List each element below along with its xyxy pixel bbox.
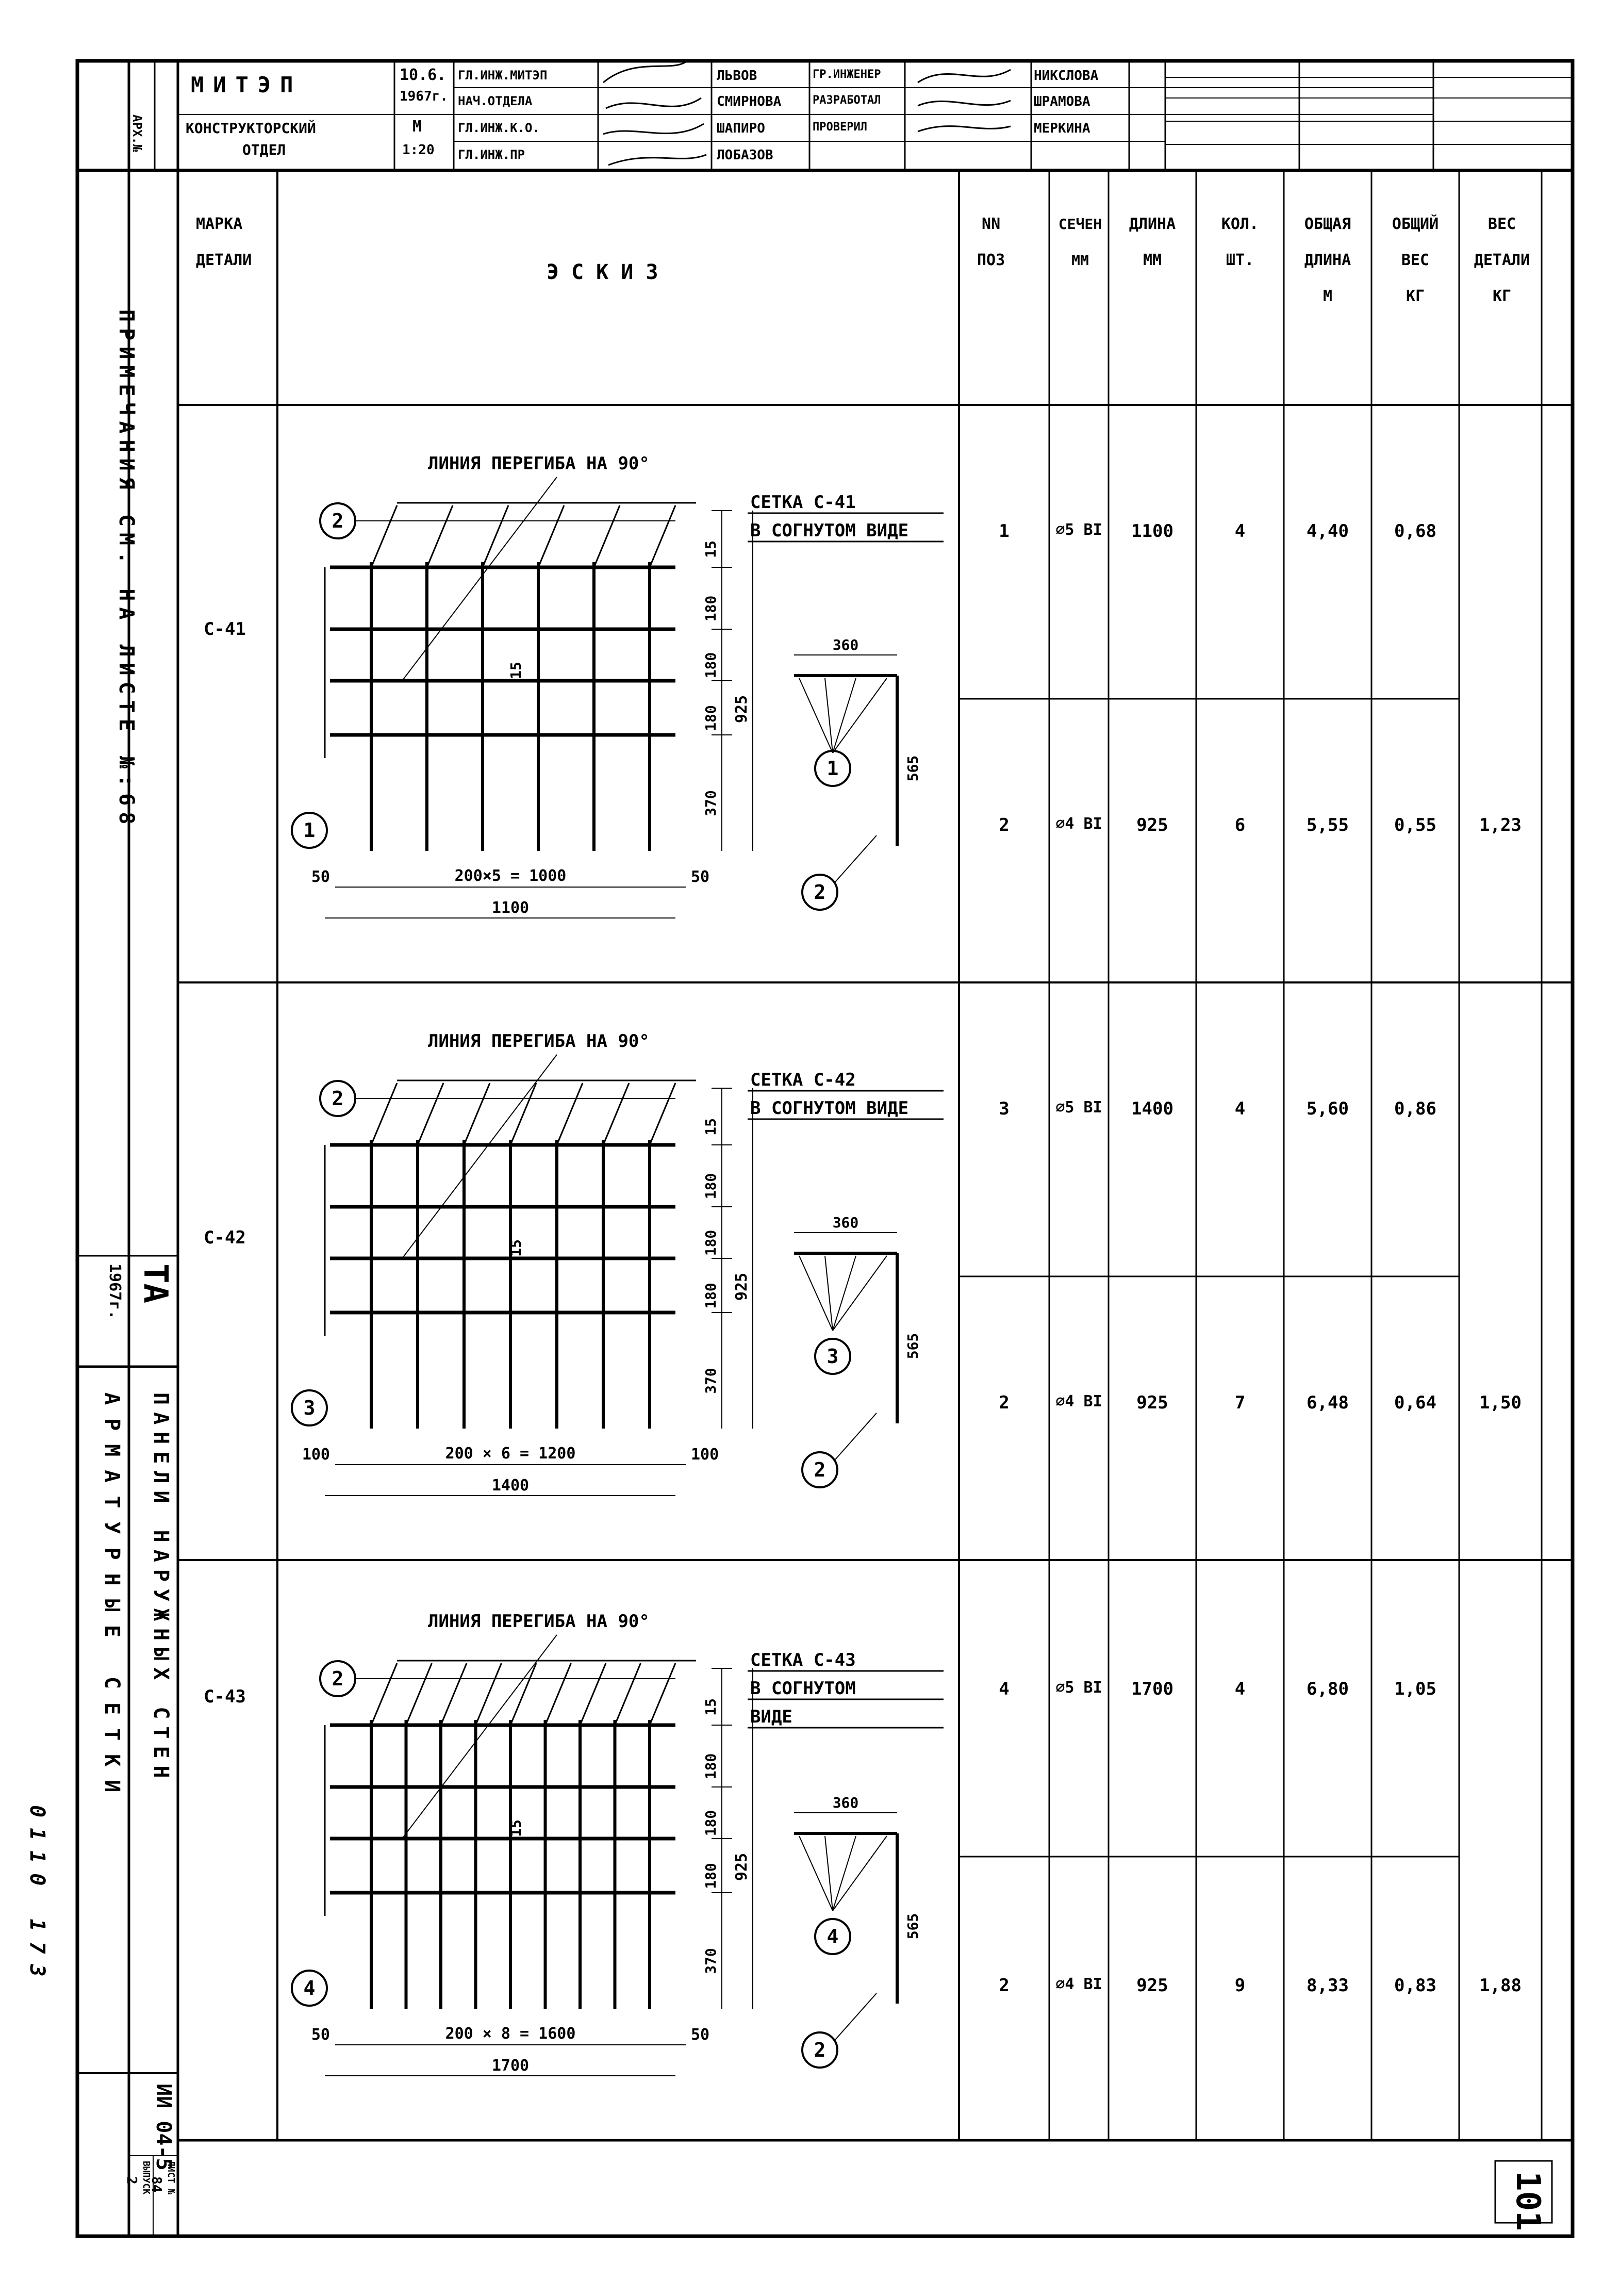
mesh-label: СЕТКА С-42 [750, 1070, 856, 1090]
dimension-label: 50 [311, 868, 330, 886]
sheet-title-2: АРМАТУРНЫЕ СЕТКИ [100, 1392, 124, 1806]
sheet-title-1: ПАНЕЛИ НАРУЖНЫХ СТЕН [149, 1392, 173, 1785]
header-section: СЕЧЕН ММ [1058, 216, 1102, 269]
leader-line [799, 1836, 833, 1911]
mesh-label: В СОГНУТОМ [750, 1678, 856, 1699]
flange-hatch [441, 1663, 467, 1725]
mark-c42: С-42 [204, 1227, 246, 1248]
callout-number: 2 [814, 881, 826, 904]
leader-line [835, 1413, 877, 1459]
dimension-label: 370 [702, 1948, 719, 1974]
table-cell: 925 [1136, 1392, 1168, 1413]
dimension-label: 200×5 = 1000 [454, 867, 567, 885]
table-cell: 2 [999, 1392, 1010, 1413]
name2-1: НИКСЛОВА [1034, 68, 1099, 84]
flange-hatch [615, 1663, 641, 1725]
dept-line1: КОНСТРУКТОРСКИЙ [186, 120, 316, 137]
flange-hatch [650, 1663, 675, 1725]
flange-hatch [650, 505, 675, 567]
role-4: ГЛ.ИНЖ.ПР [458, 147, 525, 162]
header-pos: NN ПОЗ [977, 215, 1005, 269]
flange-hatch [510, 1663, 536, 1725]
leader-line [835, 1993, 877, 2040]
callout-number: 2 [814, 1458, 826, 1481]
callout-number: 4 [303, 1977, 316, 1999]
table-cell: 1 [999, 521, 1010, 542]
flange-hatch [650, 1083, 675, 1145]
ta-label: ТА [136, 1264, 174, 1304]
org-name: МИТЭП [191, 72, 303, 97]
callout-number: 2 [332, 1087, 344, 1110]
name-4: ЛОБАЗОВ [717, 147, 773, 163]
flange-hatch [510, 1083, 536, 1145]
table-cell: 0,55 [1394, 815, 1436, 835]
flange-hatch [464, 1083, 490, 1145]
table-cell: 3 [999, 1098, 1010, 1119]
dimension-label: 1400 [491, 1477, 530, 1495]
archive-no: АРХ.№ [130, 114, 144, 152]
year: 1967г. [400, 89, 448, 104]
callout-number: 3 [826, 1345, 839, 1368]
leader-line [835, 835, 877, 882]
dimension-label: 360 [832, 636, 859, 653]
table-cell: 5,55 [1307, 815, 1349, 835]
dimension-label: 360 [832, 1214, 859, 1231]
dimension-label: 1100 [491, 899, 530, 917]
flange-hatch [545, 1663, 571, 1725]
dimension-label: 925 [733, 695, 751, 724]
header-length: ДЛИНА ММ [1129, 215, 1176, 269]
table-cell: 8,33 [1307, 1975, 1349, 1996]
name2-3: МЕРКИНА [1034, 121, 1090, 136]
dimension-label: 925 [733, 1852, 751, 1881]
callout-number: 4 [826, 1925, 839, 1948]
dimension-label: 565 [904, 1333, 921, 1359]
table-cell: 0,68 [1394, 521, 1436, 542]
header-total-weight: ОБЩИЙ ВЕС КГ [1392, 215, 1439, 305]
dimension-label: 15 [507, 1819, 524, 1837]
leader-line [833, 1836, 856, 1911]
bend-line-label: ЛИНИЯ ПЕРЕГИБА НА 90° [428, 1031, 650, 1052]
detail-weight: 1,88 [1479, 1975, 1522, 1996]
header-total-length: ОБЩАЯ ДЛИНА М [1304, 215, 1351, 305]
dimension-label: 180 [702, 1229, 719, 1256]
notes-reference: ПРИМЕЧАНИЯ СМ. НА ЛИСТЕ №:68 [114, 309, 138, 831]
date: 10.6. [400, 66, 447, 84]
dimension-label: 200 × 8 = 1600 [445, 2025, 576, 2043]
table-cell: 925 [1136, 815, 1168, 835]
table-cell: ⌀4 ВI [1055, 1392, 1102, 1411]
mark-c43: С-43 [204, 1686, 246, 1707]
table-cell: 925 [1136, 1975, 1168, 1996]
role-1: ГЛ.ИНЖ.МИТЭП [458, 68, 548, 83]
flange-hatch [406, 1663, 432, 1725]
table-cell: 4 [1234, 521, 1246, 542]
name-2: СМИРНОВА [717, 94, 782, 109]
leader-line [833, 1836, 887, 1911]
leader-line [833, 678, 887, 753]
role2-2: РАЗРАБОТАЛ [813, 94, 881, 107]
header-mark: МАРКА ДЕТАЛИ [196, 215, 252, 269]
callout-number: 1 [303, 819, 316, 842]
dimension-label: 50 [691, 2026, 710, 2044]
table-cell: 2 [999, 1975, 1010, 1996]
flange-hatch [557, 1083, 583, 1145]
flange-hatch [538, 505, 564, 567]
leader-line [402, 1635, 557, 1839]
name-3: ШАПИРО [717, 121, 765, 136]
table-cell: 6,48 [1307, 1392, 1349, 1413]
table-cell: ⌀5 ВI [1055, 1098, 1102, 1117]
table-cell: 1,05 [1394, 1679, 1436, 1699]
flange-hatch [427, 505, 453, 567]
leader-line [833, 678, 856, 753]
table-cell: 4,40 [1307, 521, 1349, 542]
handwritten-note: 0110 173 [25, 1805, 49, 1987]
dimension-label: 180 [702, 1753, 719, 1780]
table-cell: 5,60 [1307, 1098, 1349, 1119]
bend-line-label: ЛИНИЯ ПЕРЕГИБА НА 90° [428, 453, 650, 474]
table-cell: 0,64 [1394, 1392, 1436, 1413]
page-number: 101 [1509, 2171, 1547, 2231]
callout-number: 3 [303, 1397, 316, 1419]
mesh-label: В СОГНУТОМ ВИДЕ [750, 520, 909, 541]
leader-line [799, 1256, 833, 1331]
dimension-label: 15 [702, 1698, 719, 1716]
table-cell: 4 [1234, 1098, 1246, 1119]
table-cell: ⌀5 ВI [1055, 521, 1102, 539]
dimension-label: 50 [311, 2026, 330, 2044]
flange-hatch [371, 1663, 397, 1725]
table-cell: ⌀4 ВI [1055, 815, 1102, 833]
dimension-label: 370 [702, 790, 719, 816]
name-1: ЛЬВОВ [717, 68, 757, 84]
bend-line-label: ЛИНИЯ ПЕРЕГИБА НА 90° [428, 1611, 650, 1632]
flange-hatch [476, 1663, 502, 1725]
table-cell: 0,86 [1394, 1098, 1436, 1119]
dimension-label: 180 [702, 595, 719, 622]
detail-weight: 1,23 [1479, 815, 1522, 835]
header-detail-weight: ВЕС ДЕТАЛИ КГ [1474, 215, 1530, 305]
callout-number: 2 [332, 510, 344, 532]
table-cell: 6,80 [1307, 1679, 1349, 1699]
leader-line [833, 1256, 887, 1331]
leader-line [402, 1055, 557, 1258]
table-cell: ⌀5 ВI [1055, 1679, 1102, 1697]
flange-hatch [580, 1663, 606, 1725]
table-cell: 1700 [1131, 1679, 1173, 1699]
dimension-label: 200 × 6 = 1200 [445, 1445, 576, 1463]
table-cell: ⌀4 ВI [1055, 1975, 1102, 1993]
table-cell: 7 [1234, 1392, 1246, 1413]
leader-line [825, 1256, 833, 1331]
sheet-number: 84 [148, 2176, 164, 2193]
role-2: НАЧ.ОТДЕЛА [458, 94, 533, 108]
role2-3: ПРОВЕРИЛ [813, 121, 867, 134]
dimension-label: 100 [691, 1446, 719, 1464]
mark-c41: С-41 [204, 619, 246, 639]
table-cell: 1100 [1131, 521, 1173, 542]
header-qty: КОЛ. ШТ. [1221, 215, 1259, 269]
dimension-label: 180 [702, 1173, 719, 1200]
mesh-label: СЕТКА С-41 [750, 492, 856, 513]
dimension-label: 100 [302, 1446, 330, 1464]
leader-line [799, 678, 833, 753]
mesh-label: ВИДЕ [750, 1707, 792, 1727]
dimension-label: 50 [691, 868, 710, 886]
table-cell: 4 [1234, 1679, 1246, 1699]
table-cell: 6 [1234, 815, 1246, 835]
dept-line2: ОТДЕЛ [242, 141, 286, 158]
dimension-label: 180 [702, 1810, 719, 1836]
flange-hatch [603, 1083, 629, 1145]
role-3: ГЛ.ИНЖ.К.О. [458, 121, 540, 135]
issue-label: ВЫПУСК [141, 2161, 152, 2195]
document-code: ИИ 04-5 [152, 2084, 175, 2171]
leader-line [825, 1836, 833, 1911]
header-sketch: ЭСКИЗ [547, 260, 671, 284]
dimension-label: 15 [702, 540, 719, 558]
dimension-label: 15 [507, 662, 524, 679]
dimension-label: 180 [702, 1283, 719, 1309]
dimension-label: 180 [702, 705, 719, 731]
dimension-label: 360 [832, 1794, 859, 1811]
callout-number: 2 [814, 2039, 826, 2061]
table-cell: 9 [1234, 1975, 1246, 1996]
dimension-label: 180 [702, 652, 719, 679]
dimension-label: 925 [733, 1272, 751, 1301]
flange-hatch [371, 1083, 397, 1145]
scale: 1:20 [402, 142, 435, 158]
detail-weight: 1,50 [1479, 1392, 1522, 1413]
table-cell: 1400 [1131, 1098, 1173, 1119]
table-cell: 0,83 [1394, 1975, 1436, 1996]
dimension-label: 565 [904, 1913, 921, 1940]
leader-line [833, 1256, 856, 1331]
table-cell: 4 [999, 1679, 1010, 1699]
flange-hatch [371, 505, 397, 567]
sheet-label: ЛИСТ № [166, 2161, 176, 2195]
dimension-label: 180 [702, 1863, 719, 1889]
flange-hatch [594, 505, 620, 567]
name2-2: ШРАМОВА [1034, 94, 1090, 109]
dimension-label: 565 [904, 755, 921, 782]
mesh-label: СЕТКА С-43 [750, 1650, 856, 1670]
dimension-label: 15 [702, 1118, 719, 1136]
mesh-label: В СОГНУТОМ ВИДЕ [750, 1098, 909, 1119]
leader-line [825, 678, 833, 753]
scale-label: М [412, 118, 422, 136]
dimension-label: 1700 [491, 2057, 530, 2075]
role2-1: ГР.ИНЖЕНЕР [813, 68, 881, 81]
flange-hatch [418, 1083, 443, 1145]
callout-number: 2 [332, 1667, 344, 1690]
table-cell: 2 [999, 815, 1010, 835]
dimension-label: 15 [507, 1239, 524, 1257]
issue-number: 2 [124, 2176, 139, 2185]
callout-number: 1 [826, 757, 839, 780]
dimension-label: 370 [702, 1368, 719, 1394]
ta-year: 1967г. [106, 1264, 124, 1320]
